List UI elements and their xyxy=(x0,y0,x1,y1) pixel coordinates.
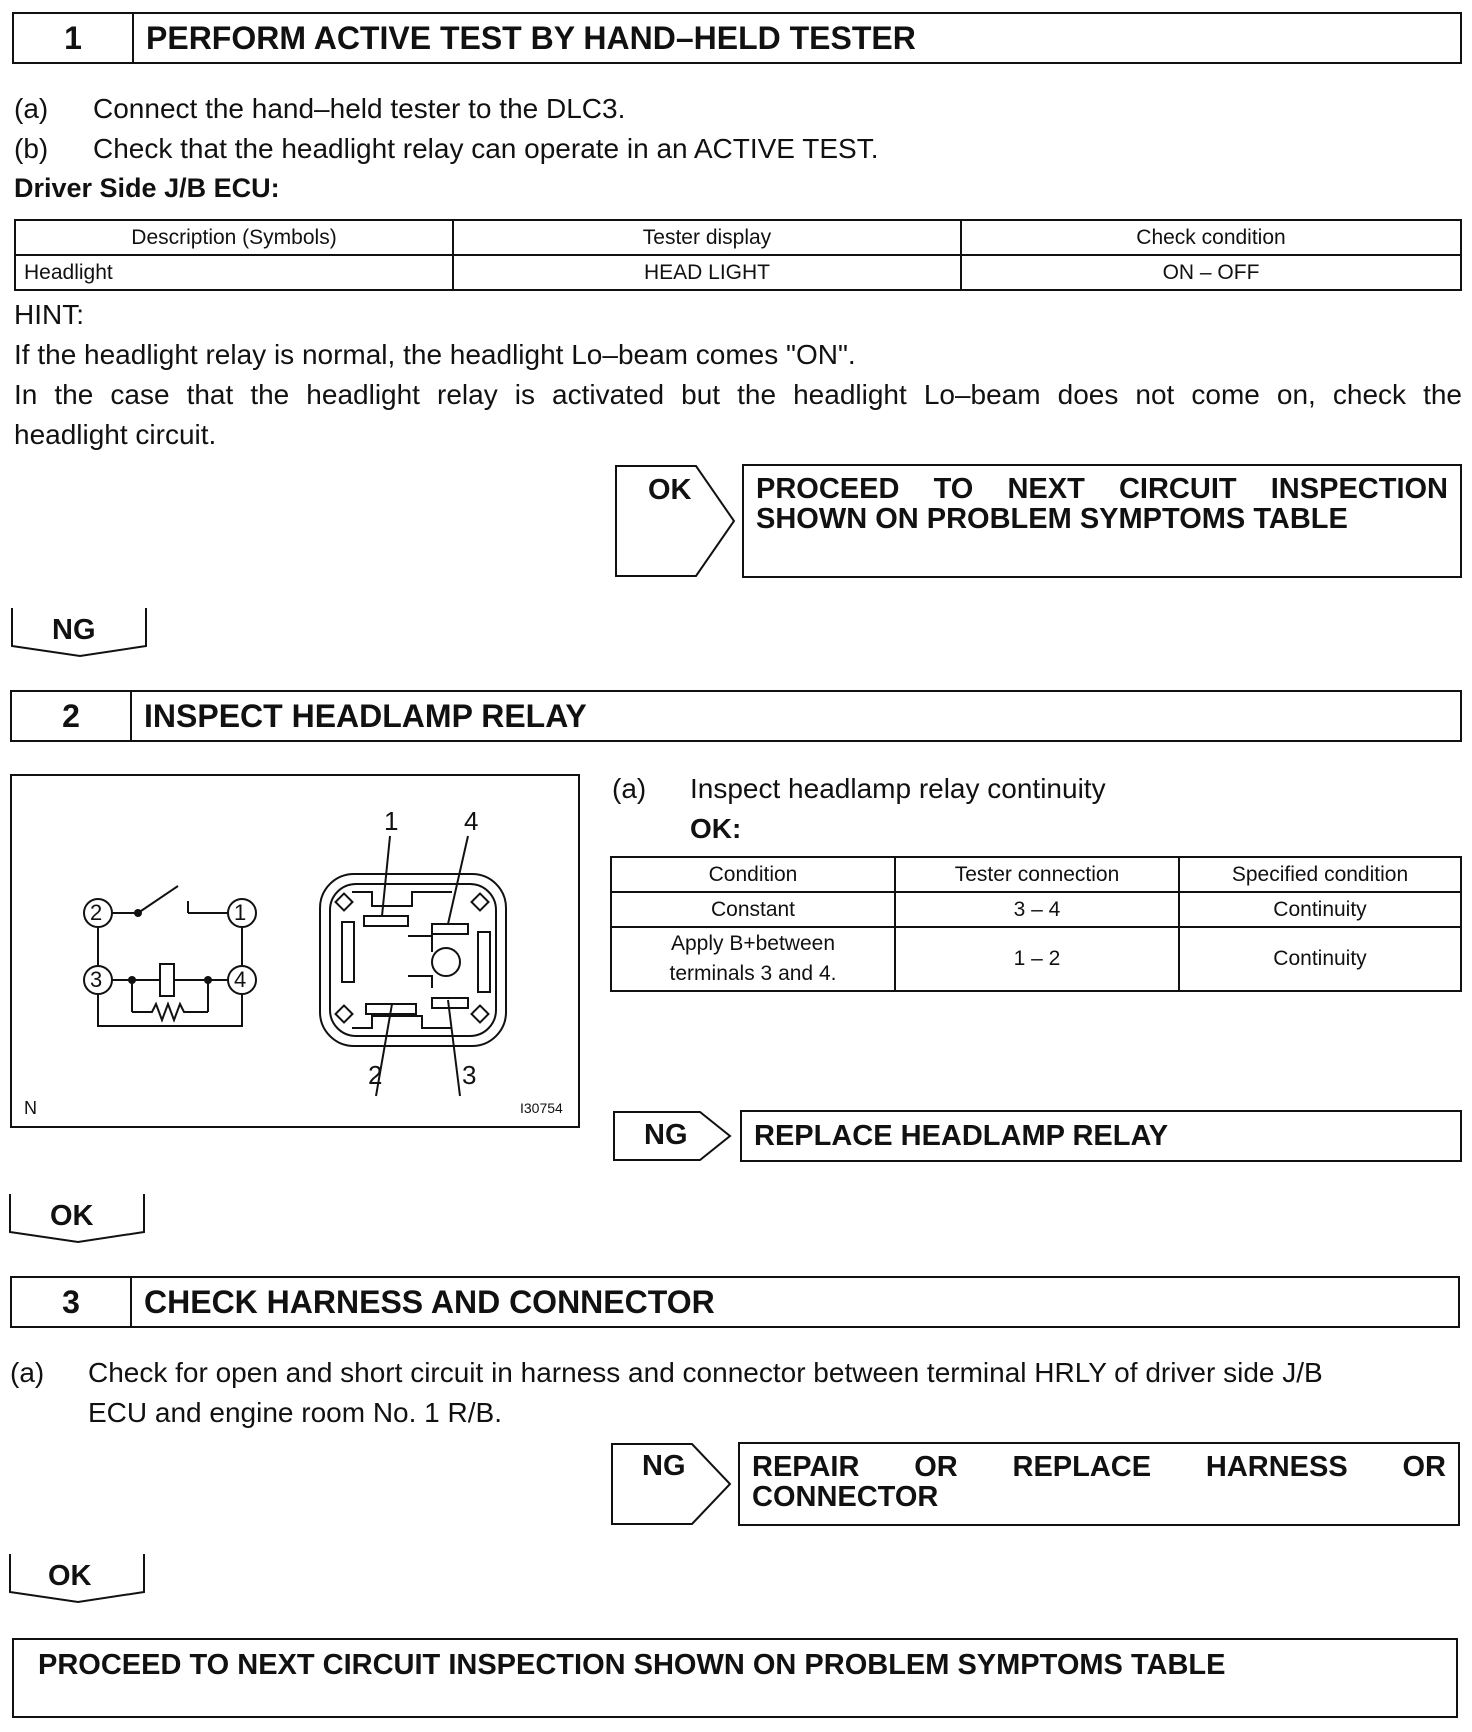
table-header-cell: Check condition xyxy=(961,220,1461,255)
step3-title: CHECK HARNESS AND CONNECTOR xyxy=(144,1283,715,1320)
figure-pin-label: 3 xyxy=(462,1060,477,1090)
table-cell: Continuity xyxy=(1179,892,1461,927)
result-word: OR xyxy=(1402,1451,1446,1483)
hint-line2b: headlight circuit. xyxy=(14,419,217,450)
figure-terminal-label: 1 xyxy=(234,900,247,925)
hint-label: HINT: xyxy=(14,299,84,330)
table-row xyxy=(611,927,1461,991)
table-header-cell: Tester connection xyxy=(895,857,1179,892)
step3-a-line1: Check for open and short circuit in harness and connector between terminal HRLY of driver side J/B xyxy=(88,1357,1323,1388)
step2-ng-result: REPLACE HEADLAMP RELAY xyxy=(740,1110,1462,1162)
figure-terminal-label: 2 xyxy=(90,900,103,925)
table-header-row xyxy=(611,857,1461,892)
step1-b-label: (b) xyxy=(14,133,49,164)
figure-terminal-label: 3 xyxy=(90,967,103,992)
relay-schematic-diagram xyxy=(12,776,578,1126)
active-test-table xyxy=(14,219,1462,291)
step2-ok-flow: OK xyxy=(50,1200,94,1232)
step1-table-title: Driver Side J/B ECU: xyxy=(14,173,280,203)
table-header-row xyxy=(15,220,1461,255)
table-cell: ON – OFF xyxy=(961,255,1461,290)
step3-ng-result-line1 xyxy=(752,1452,1446,1482)
step3-header xyxy=(10,1276,1460,1328)
step1-b-text: Check that the headlight relay can operate in an ACTIVE TEST. xyxy=(93,133,879,164)
figure-corner-right: I30754 xyxy=(520,1100,563,1116)
continuity-table xyxy=(610,856,1462,992)
step1-ok-result xyxy=(742,464,1462,578)
step1-ok-tag: OK xyxy=(648,474,692,506)
result-word: REPLACE xyxy=(1012,1451,1152,1483)
step3-ng-result-line2: CONNECTOR xyxy=(752,1481,939,1513)
step2-title: INSPECT HEADLAMP RELAY xyxy=(144,697,587,734)
figure-pin-label: 1 xyxy=(384,806,399,836)
step2-ng-tag: NG xyxy=(644,1119,688,1151)
step1-ok-result-line1: PROCEED TO NEXT CIRCUIT INSPECTION xyxy=(756,473,1448,505)
table-cell: 1 – 2 xyxy=(895,927,1179,991)
table-row xyxy=(611,892,1461,927)
hint-line1: If the headlight relay is normal, the headlight Lo–beam comes "ON". xyxy=(14,339,856,370)
step1-a-text: Connect the hand–held tester to the DLC3. xyxy=(93,93,626,124)
step1-header xyxy=(12,12,1462,64)
figure-corner-left: N xyxy=(24,1098,37,1118)
relay-figure xyxy=(10,774,580,1128)
final-result-text: PROCEED TO NEXT CIRCUIT INSPECTION SHOWN ON PROBLEM SYMPTOMS TABLE xyxy=(38,1649,1226,1681)
step2-ok-label: OK: xyxy=(690,813,742,844)
step3-ok-flow: OK xyxy=(48,1560,92,1592)
figure-terminal-label: 4 xyxy=(234,967,247,992)
step3-number: 3 xyxy=(12,1278,132,1326)
step2-a-text: Inspect headlamp relay continuity xyxy=(690,773,1106,804)
figure-pin-label: 2 xyxy=(368,1060,383,1090)
step1-ng-flow: NG xyxy=(52,614,96,646)
step2-a-label: (a) xyxy=(612,773,647,804)
step1-ok-result-line2: SHOWN ON PROBLEM SYMPTOMS TABLE xyxy=(756,503,1348,535)
result-word: OR xyxy=(914,1451,958,1483)
step3-ng-tag: NG xyxy=(642,1450,686,1482)
table-cell: Continuity xyxy=(1179,927,1461,991)
table-header-cell: Condition xyxy=(611,857,895,892)
figure-pin-label: 4 xyxy=(464,806,479,836)
table-cell: Apply B+between terminals 3 and 4. xyxy=(611,927,895,991)
table-header-cell: Tester display xyxy=(453,220,961,255)
table-cell: HEAD LIGHT xyxy=(453,255,961,290)
table-cell: 3 – 4 xyxy=(895,892,1179,927)
step1-a-label: (a) xyxy=(14,93,49,124)
step2-header xyxy=(10,690,1462,742)
hint-line2a: In the case that the headlight relay is activated but the headlight Lo–beam does not come on, check the xyxy=(14,379,1462,410)
final-result-box xyxy=(12,1638,1458,1718)
step1-number: 1 xyxy=(14,14,134,62)
table-header-cell: Description (Symbols) xyxy=(15,220,453,255)
table-header-cell: Specified condition xyxy=(1179,857,1461,892)
table-cell: Headlight xyxy=(15,255,453,290)
step3-a-label: (a) xyxy=(10,1357,45,1388)
table-row xyxy=(15,255,1461,290)
table-cell: Constant xyxy=(611,892,895,927)
step1-title: PERFORM ACTIVE TEST BY HAND–HELD TESTER xyxy=(146,19,916,56)
result-word: HARNESS xyxy=(1205,1451,1348,1483)
step2-number: 2 xyxy=(12,692,132,740)
step3-a-line2: ECU and engine room No. 1 R/B. xyxy=(88,1397,502,1428)
result-word: REPAIR xyxy=(752,1451,860,1483)
step3-ng-result xyxy=(738,1442,1460,1526)
